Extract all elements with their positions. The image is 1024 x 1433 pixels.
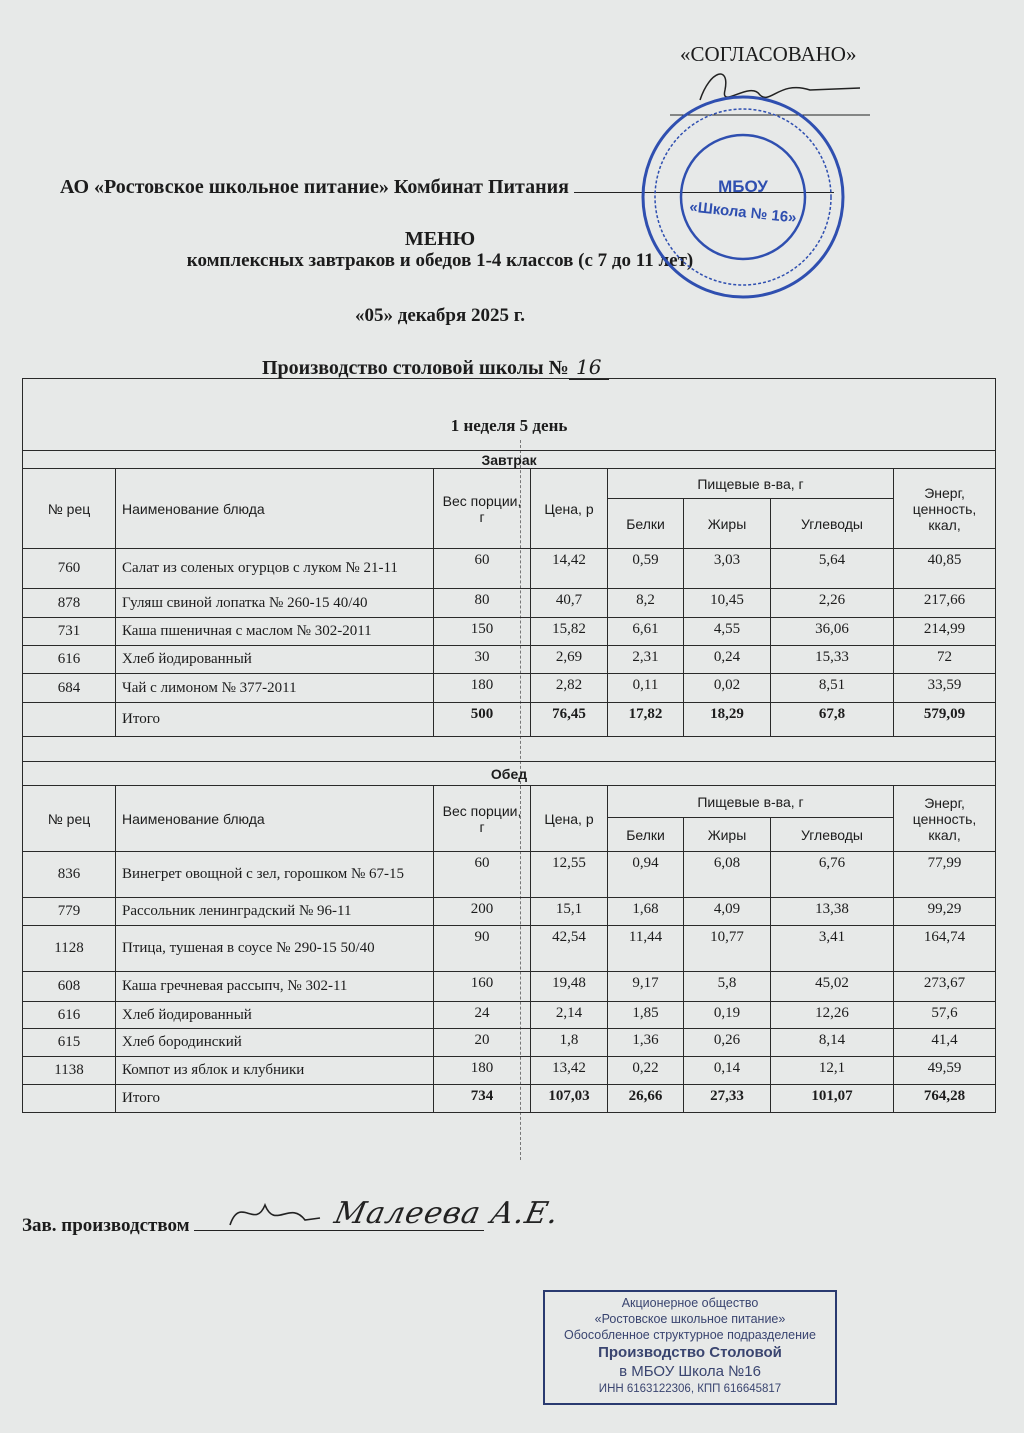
total-row [23, 703, 996, 737]
weight-cell: 180 [434, 1057, 531, 1085]
header-energy: Энерг, ценность, ккал, [894, 786, 996, 852]
protein-cell: 9,17 [608, 972, 684, 1002]
energy-cell: 77,99 [894, 852, 996, 898]
weight-cell: 500 [434, 703, 531, 737]
fat-cell: 3,03 [684, 549, 771, 589]
header-price: Цена, р [531, 786, 608, 852]
energy-cell: 217,66 [894, 589, 996, 618]
table-row [23, 1029, 996, 1057]
stamp-line: Акционерное общество [621, 1296, 759, 1310]
total-row [23, 1085, 996, 1113]
header-nutrients: Пищевые в-ва, г [608, 786, 894, 818]
price-cell: 15,1 [531, 898, 608, 926]
header-rec: № рец [23, 469, 116, 549]
protein-cell: 1,85 [608, 1002, 684, 1029]
fat-cell: 4,55 [684, 618, 771, 646]
carbs-cell: 36,06 [771, 618, 894, 646]
protein-cell: 1,36 [608, 1029, 684, 1057]
weight-cell: 20 [434, 1029, 531, 1057]
carbs-cell: 101,07 [771, 1085, 894, 1113]
rec-cell: 616 [23, 1002, 116, 1029]
price-cell: 2,14 [531, 1002, 608, 1029]
carbs-cell: 67,8 [771, 703, 894, 737]
organization-name: АО «Ростовское школьное питание» Комбинат Питания [60, 176, 569, 198]
header-rec: № рец [23, 786, 116, 852]
protein-cell: 0,11 [608, 674, 684, 703]
week-day-title: 1 неделя 5 день [23, 379, 996, 451]
header-carbs: Углеводы [771, 499, 894, 549]
weight-cell: 80 [434, 589, 531, 618]
name-cell: Каша гречневая рассыпч, № 302-11 [116, 972, 434, 1002]
table-row [23, 926, 996, 972]
weight-cell: 60 [434, 549, 531, 589]
energy-cell: 49,59 [894, 1057, 996, 1085]
protein-cell: 0,94 [608, 852, 684, 898]
rec-cell: 760 [23, 549, 116, 589]
name-cell: Компот из яблок и клубники [116, 1057, 434, 1085]
carbs-cell: 12,26 [771, 1002, 894, 1029]
name-cell: Птица, тушеная в соусе № 290-15 50/40 [116, 926, 434, 972]
weight-cell: 150 [434, 618, 531, 646]
carbs-cell: 8,51 [771, 674, 894, 703]
fat-cell: 0,24 [684, 646, 771, 674]
table-row [23, 674, 996, 703]
protein-cell: 1,68 [608, 898, 684, 926]
protein-cell: 0,59 [608, 549, 684, 589]
energy-cell: 72 [894, 646, 996, 674]
carbs-cell: 6,76 [771, 852, 894, 898]
carbs-cell: 8,14 [771, 1029, 894, 1057]
manager-signature: Малеева А.Е. [331, 1196, 563, 1231]
header-fat: Жиры [684, 499, 771, 549]
price-cell: 40,7 [531, 589, 608, 618]
table-row [23, 898, 996, 926]
energy-cell: 40,85 [894, 549, 996, 589]
energy-cell: 214,99 [894, 618, 996, 646]
table-row [23, 852, 996, 898]
carbs-cell: 12,1 [771, 1057, 894, 1085]
breakfast-rows [23, 549, 996, 737]
rec-cell: 615 [23, 1029, 116, 1057]
table-row [23, 1057, 996, 1085]
rec-cell: 731 [23, 618, 116, 646]
header-protein: Белки [608, 499, 684, 549]
header-energy: Энерг, ценность, ккал, [894, 469, 996, 549]
fat-cell: 18,29 [684, 703, 771, 737]
price-cell: 2,69 [531, 646, 608, 674]
carbs-cell: 3,41 [771, 926, 894, 972]
rec-cell [23, 1085, 116, 1113]
price-cell: 1,8 [531, 1029, 608, 1057]
price-cell: 42,54 [531, 926, 608, 972]
protein-cell: 26,66 [608, 1085, 684, 1113]
header-name: Наименование блюда [116, 786, 434, 852]
rec-cell: 608 [23, 972, 116, 1002]
protein-cell: 8,2 [608, 589, 684, 618]
name-cell: Хлеб бородинский [116, 1029, 434, 1057]
manager-signature-flourish [220, 1190, 330, 1240]
name-cell: Хлеб йодированный [116, 1002, 434, 1029]
carbs-cell: 5,64 [771, 549, 894, 589]
rec-cell: 878 [23, 589, 116, 618]
header-fat: Жиры [684, 818, 771, 852]
rec-cell [23, 703, 116, 737]
name-cell: Рассольник ленинградский № 96-11 [116, 898, 434, 926]
price-cell: 13,42 [531, 1057, 608, 1085]
energy-cell: 164,74 [894, 926, 996, 972]
header-weight: Вес порции, г [434, 786, 531, 852]
weight-cell: 60 [434, 852, 531, 898]
stamp-line: «Ростовское школьное питание» [594, 1312, 786, 1326]
production-label: Производство столовой школы № [262, 357, 569, 379]
weight-cell: 30 [434, 646, 531, 674]
fat-cell: 0,02 [684, 674, 771, 703]
stamp-text-line1: МБОУ [718, 177, 768, 196]
price-cell: 76,45 [531, 703, 608, 737]
price-cell: 107,03 [531, 1085, 608, 1113]
rec-cell: 616 [23, 646, 116, 674]
table-row [23, 972, 996, 1002]
carbs-cell: 45,02 [771, 972, 894, 1002]
fat-cell: 10,77 [684, 926, 771, 972]
weight-cell: 24 [434, 1002, 531, 1029]
rec-cell: 1138 [23, 1057, 116, 1085]
rec-cell: 836 [23, 852, 116, 898]
header-weight: Вес порции, г [434, 469, 531, 549]
protein-cell: 0,22 [608, 1057, 684, 1085]
spacer-row [23, 737, 996, 762]
protein-cell: 11,44 [608, 926, 684, 972]
protein-cell: 6,61 [608, 618, 684, 646]
fat-cell: 27,33 [684, 1085, 771, 1113]
weight-cell: 180 [434, 674, 531, 703]
price-cell: 12,55 [531, 852, 608, 898]
energy-cell: 579,09 [894, 703, 996, 737]
protein-cell: 17,82 [608, 703, 684, 737]
price-cell: 19,48 [531, 972, 608, 1002]
header-carbs: Углеводы [771, 818, 894, 852]
stamp-line: Обособленное структурное подразделение [564, 1328, 816, 1342]
energy-cell: 41,4 [894, 1029, 996, 1057]
document-subtitle: комплексных завтраков и обедов 1-4 классов (с 7 до 11 лет) [186, 250, 694, 271]
fat-cell: 0,26 [684, 1029, 771, 1057]
approval-label: «СОГЛАСОВАНО» [680, 42, 857, 66]
header-name: Наименование блюда [116, 469, 434, 549]
header-price: Цена, р [531, 469, 608, 549]
header-protein: Белки [608, 818, 684, 852]
document-title: МЕНЮ [404, 228, 476, 250]
table-row [23, 589, 996, 618]
rect-stamp [543, 1290, 837, 1405]
name-cell: Салат из соленых огурцов с луком № 21-11 [116, 549, 434, 589]
name-cell: Винегрет овощной с зел, горошком № 67-15 [116, 852, 434, 898]
name-cell: Хлеб йодированный [116, 646, 434, 674]
school-number: 16 [569, 355, 609, 380]
weight-cell: 160 [434, 972, 531, 1002]
carbs-cell: 13,38 [771, 898, 894, 926]
energy-cell: 273,67 [894, 972, 996, 1002]
rec-cell: 1128 [23, 926, 116, 972]
rec-cell: 684 [23, 674, 116, 703]
lunch-rows [23, 852, 996, 1113]
header-nutrients: Пищевые в-ва, г [608, 469, 894, 499]
weight-cell: 734 [434, 1085, 531, 1113]
energy-cell: 764,28 [894, 1085, 996, 1113]
manager-label: Зав. производством [22, 1215, 190, 1236]
stamp-line: ИНН 6163122306, КПП 616645817 [598, 1383, 782, 1395]
stamp-line: в МБОУ Школа №16 [619, 1363, 761, 1380]
carbs-cell: 15,33 [771, 646, 894, 674]
table-row [23, 1002, 996, 1029]
breakfast-section: Завтрак [23, 451, 996, 469]
name-cell: Гуляш свиной лопатка № 260-15 40/40 [116, 589, 434, 618]
table-row [23, 549, 996, 589]
weight-cell: 90 [434, 926, 531, 972]
rec-cell: 779 [23, 898, 116, 926]
fat-cell: 0,19 [684, 1002, 771, 1029]
protein-cell: 2,31 [608, 646, 684, 674]
table-row [23, 646, 996, 674]
menu-table [22, 378, 996, 1113]
menu-date: «05» декабря 2025 г. [354, 305, 526, 326]
energy-cell: 99,29 [894, 898, 996, 926]
fat-cell: 6,08 [684, 852, 771, 898]
price-cell: 15,82 [531, 618, 608, 646]
name-cell: Итого [116, 1085, 434, 1113]
price-cell: 2,82 [531, 674, 608, 703]
fat-cell: 0,14 [684, 1057, 771, 1085]
carbs-cell: 2,26 [771, 589, 894, 618]
table-row [23, 618, 996, 646]
name-cell: Каша пшеничная с маслом № 302-2011 [116, 618, 434, 646]
price-cell: 14,42 [531, 549, 608, 589]
name-cell: Итого [116, 703, 434, 737]
fat-cell: 4,09 [684, 898, 771, 926]
name-cell: Чай с лимоном № 377-2011 [116, 674, 434, 703]
fat-cell: 10,45 [684, 589, 771, 618]
round-stamp [638, 92, 848, 302]
stamp-text-line2: «Школа № 16» [688, 198, 798, 227]
fat-cell: 5,8 [684, 972, 771, 1002]
weight-cell: 200 [434, 898, 531, 926]
lunch-section: Обед [23, 762, 996, 786]
energy-cell: 57,6 [894, 1002, 996, 1029]
energy-cell: 33,59 [894, 674, 996, 703]
production-line [262, 355, 609, 380]
stamp-line: Производство Столовой [598, 1344, 782, 1361]
